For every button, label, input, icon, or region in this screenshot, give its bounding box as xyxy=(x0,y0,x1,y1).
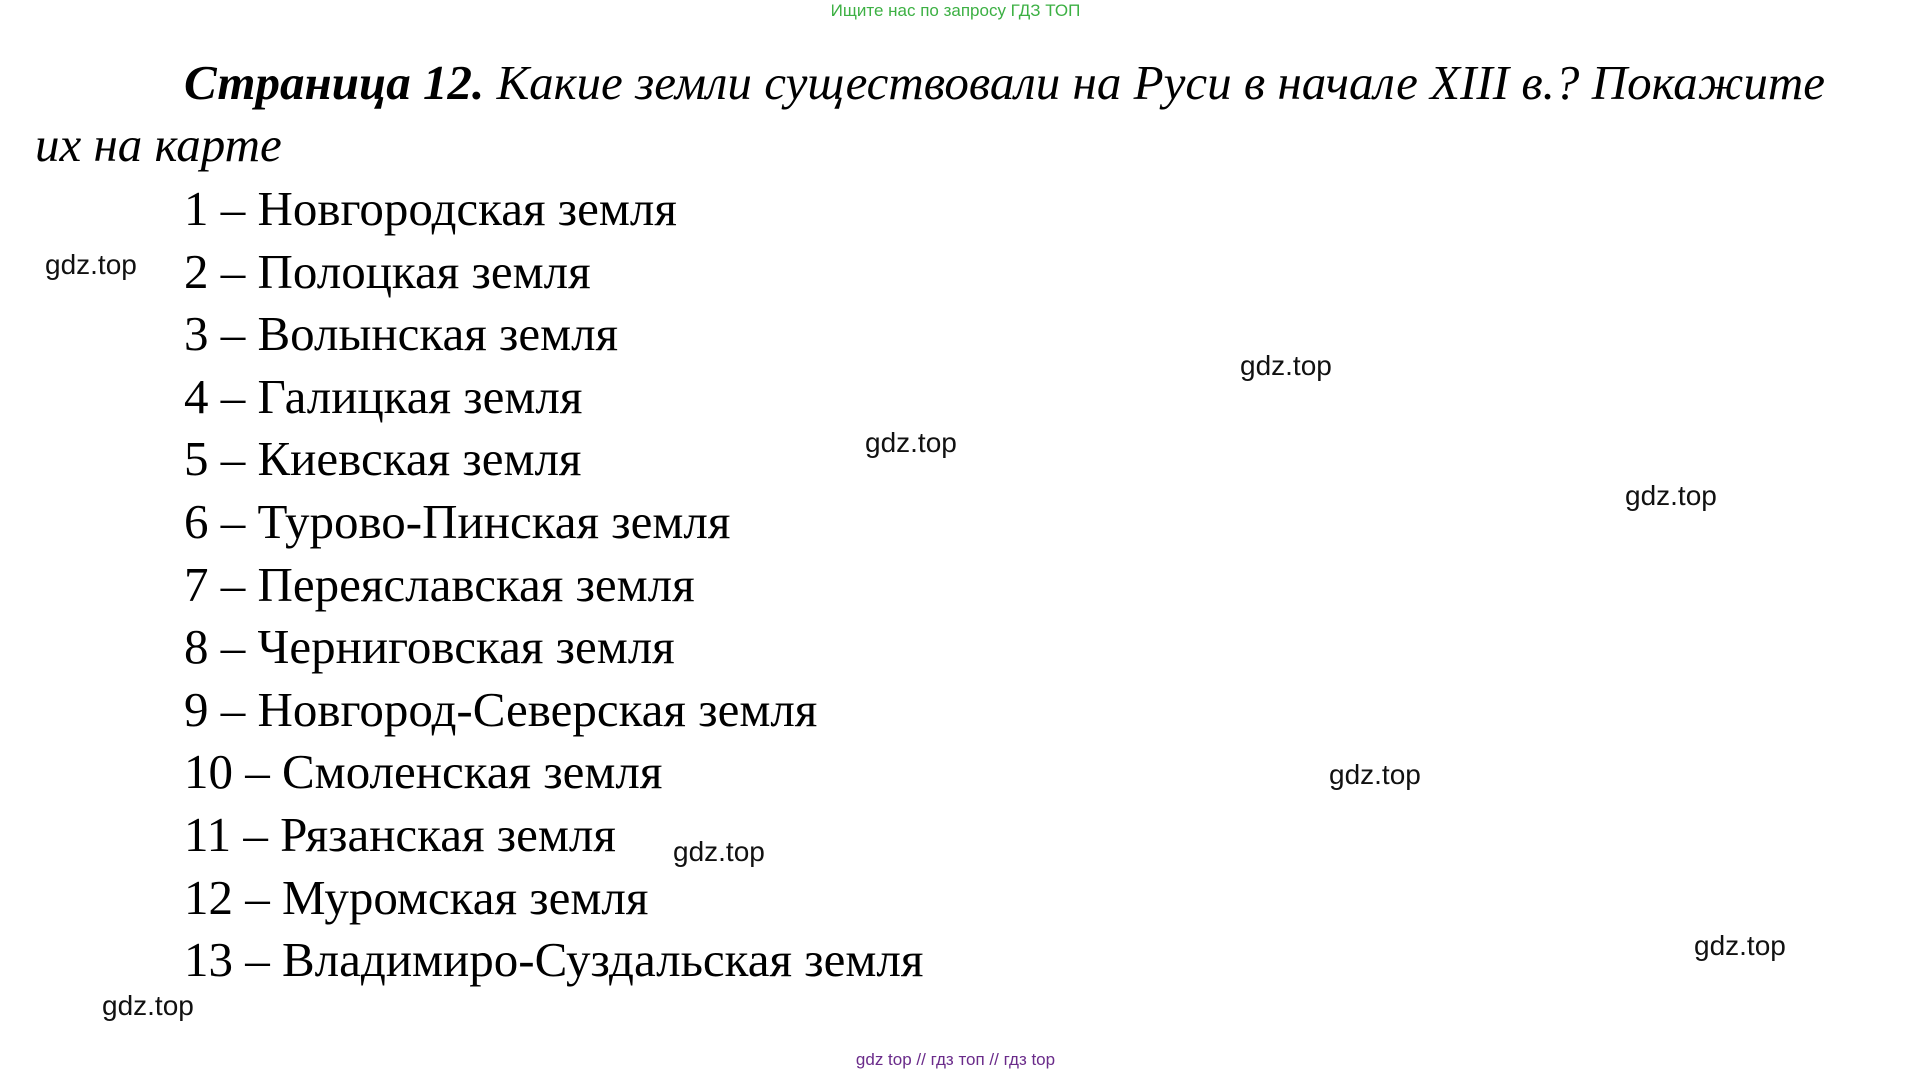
land-item: 2 – Полоцкая земля xyxy=(184,243,591,299)
land-list xyxy=(184,178,923,992)
question-text: Какие земли существовали на Руси в начале XIII в.? Покажите их на карте xyxy=(35,55,1825,172)
page-heading xyxy=(35,52,1825,176)
land-item: 13 – Владимиро-Суздальская земля xyxy=(184,932,924,988)
watermark: gdz.top xyxy=(102,990,194,1021)
land-item: 10 – Смоленская земля xyxy=(184,744,663,800)
land-item: 7 – Переяславская земля xyxy=(184,556,695,612)
watermark: gdz.top xyxy=(865,427,957,458)
watermark: gdz.top xyxy=(1625,480,1717,511)
watermark: gdz.top xyxy=(673,836,765,867)
land-item: 4 – Галицкая земля xyxy=(184,368,583,424)
land-item: 3 – Волынская земля xyxy=(184,306,619,362)
page-reference: Страница 12. xyxy=(184,55,485,110)
land-item: 9 – Новгород-Северская земля xyxy=(184,681,818,737)
footer-text: gdz top // гдз топ // гдз top xyxy=(855,1050,1056,1069)
watermark: gdz.top xyxy=(1240,350,1332,381)
land-item: 11 – Рязанская земля xyxy=(184,806,616,862)
land-item: 12 – Муромская земля xyxy=(184,869,649,925)
land-item: 6 – Турово-Пинская земля xyxy=(184,493,731,549)
land-item: 1 – Новгородская земля xyxy=(184,181,677,236)
top-banner: Ищите нас по запросу ГДЗ ТОП xyxy=(830,1,1081,20)
land-item: 5 – Киевская земля xyxy=(184,431,582,487)
watermark: gdz.top xyxy=(45,249,137,280)
watermark: gdz.top xyxy=(1329,759,1421,790)
watermark: gdz.top xyxy=(1694,930,1786,961)
land-item: 8 – Черниговская земля xyxy=(184,619,675,675)
